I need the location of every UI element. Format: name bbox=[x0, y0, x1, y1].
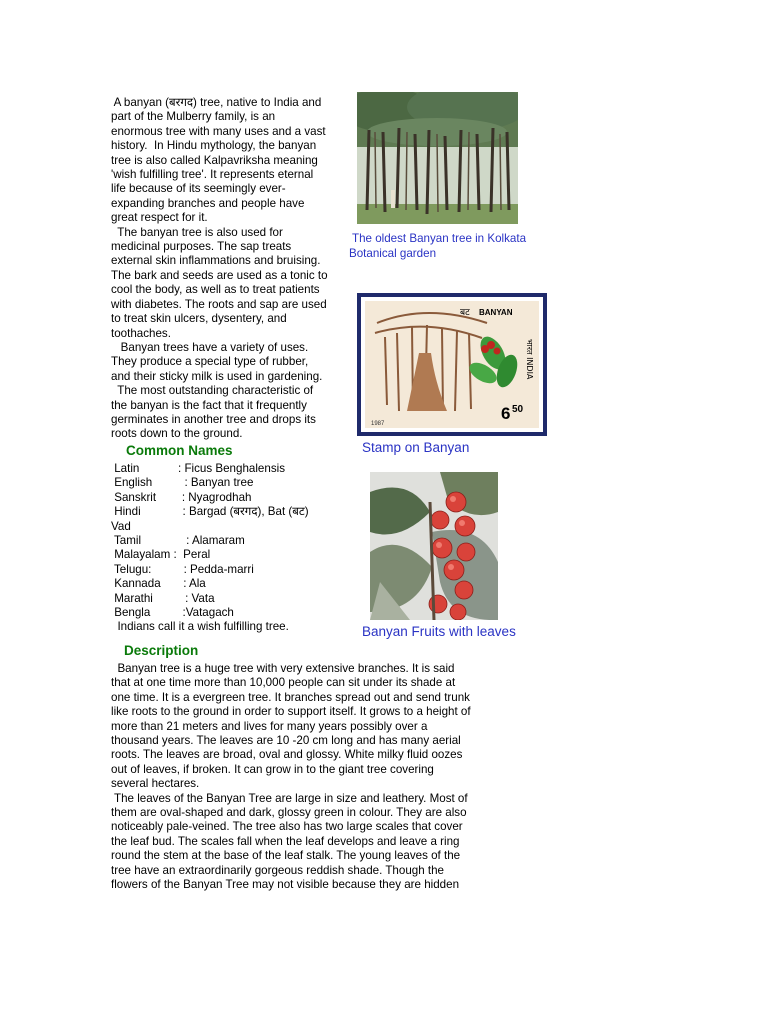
common-names-heading: Common Names bbox=[126, 443, 233, 458]
stamp-english-label: BANYAN bbox=[479, 308, 513, 317]
oldest-tree-caption: The oldest Banyan tree in Kolkata Botanical garden bbox=[349, 232, 527, 260]
banyan-tree-photo bbox=[357, 92, 518, 224]
description-heading: Description bbox=[124, 643, 199, 658]
banyan-fruits-photo bbox=[370, 472, 498, 620]
stamp-caption: Stamp on Banyan bbox=[362, 440, 470, 455]
stamp-year: 1987 bbox=[371, 421, 385, 427]
fruits-caption: Banyan Fruits with leaves bbox=[362, 624, 516, 639]
common-names-list: Latin : Ficus Benghalensis English : Banyan tree Sanskrit : Nyagrodhah Hindi : Bargad (बरगद), Bat (बट) Vad Tamil : Alamaram Malayalam : Peral Telugu: : Pedda-marri Kannada : Ala Marathi : Vata Bengla :Vatagach Indians call it a wish fulfilling tree. bbox=[111, 462, 309, 634]
stamp-value-fraction: 50 bbox=[512, 404, 524, 415]
description-body: Banyan tree is a huge tree with very extensive branches. It is said that at one time more than 10,000 people can sit under its shade at one time. It is a evergreen tree. It branches spread out and send trunk like roots to the ground in order to support itself. It grows to a height of more than 21 meters and lives for many years possibly over a thousand years. The leaves are 10 -20 cm long and has many aerial roots. The leaves are broad, oval and glossy. White milky fluid oozes out of leaves, if broken. It can grow in to the giant tree covering several hectares. The leaves of the Banyan Tree are large in size and leathery. Most of them are oval-shaped and dark, glossy green in colour. They are also noticeably pale-veined. The tree also has two large scales that cover the leaf bud. The scales fall when the leaf develops and leave a ring round the stem at the base of the leaf stalk. The young leaves of the tree have an extraordinarily gorgeous reddish shade. Though the flowers of the Banyan Tree may not visible because they are hidden bbox=[111, 662, 471, 892]
intro-paragraphs: A banyan (बरगद) tree, native to India and part of the Mulberry family, is an enormous tree with many uses and a vast history. In Hindu mythology, the banyan tree is also called Kalpavriksha meaning 'wish fulfilling tree'. It represents eternal life because of its seemingly ever- expanding branches and people have great respect for it. The banyan tree is also used for medicinal purposes. The sap treats external skin inflammations and bruising. The bark and seeds are used as a tonic to cool the body, as well as to treat patients with diabetes. The roots and sap are used to treat skin ulcers, dysentery, and toothaches. Banyan trees have a variety of uses. They produce a special type of rubber, and their sticky milk is used in gardening. The most outstanding characteristic of the banyan is the fact that it frequently germinates in another tree and drops its roots down to the ground. bbox=[111, 96, 328, 441]
stamp-hindi-label: बट bbox=[460, 308, 470, 318]
banyan-stamp-image bbox=[357, 293, 547, 436]
stamp-country-label: भारत INDIA bbox=[525, 339, 534, 380]
stamp-value: 6 bbox=[501, 404, 511, 423]
